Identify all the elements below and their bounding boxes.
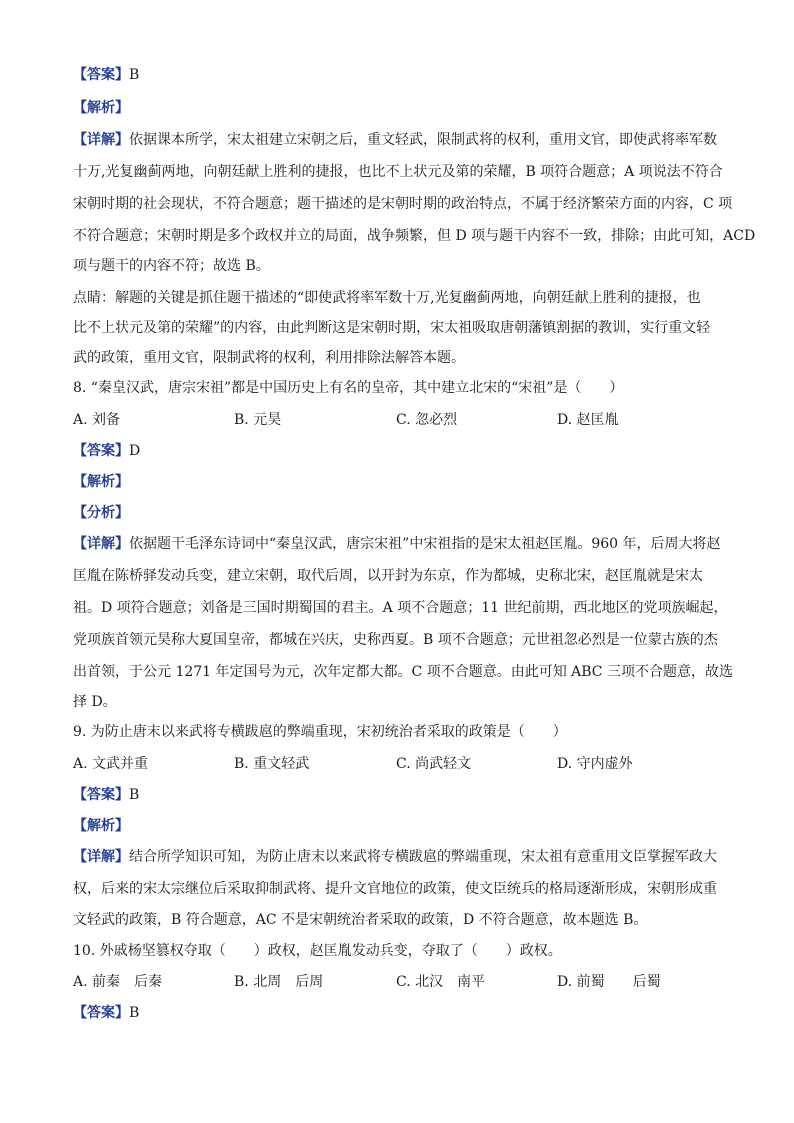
question-stem: 10. 外戚杨坚篡权夺取（ ）政权，赵匡胤发动兵变，夺取了（ ）政权。 [73,943,562,959]
detail-line: 【详解】依据课本所学，宋太祖建立宋朝之后，重文轻武，限制武将的权利，重用文官，即使武将率军数 [73,132,717,148]
option-c: C. 忽必烈 [396,412,458,428]
detail-line: 文轻武的政策，B 符合题意，AC 不是宋朝统治者采取的政策，D 不符合题意，故本题选 B。 [73,912,648,928]
option-d: D. 守内虚外 [557,756,633,772]
detail-line: 祖。D 项符合题意；刘备是三国时期蜀国的君主。A 项不合题意；11 世纪前期，西北地区的党项族崛起， [73,600,728,616]
option-a: A. 前秦 后秦 [73,974,163,990]
analysis-heading: 【解析】 [73,818,129,834]
option-c: C. 尚武轻文 [396,756,472,772]
detail-line: 项与题干的内容不符；故选 B。 [73,258,270,274]
note-line: 点睛：解题的关键是抓住题干描述的“即使武将率军数十万,光复幽蓟两地，向朝廷献上胜利的捷报，也 [73,290,701,306]
answer-line: 【答案】B [73,787,140,803]
answer-line: 【答案】B [73,67,140,83]
detail-line: 匡胤在陈桥驿发动兵变，建立宋朝，取代后周，以开封为东京，作为都城，史称北宋，赵匡胤就是宋太 [73,568,703,584]
analysis-heading: 【解析】 [73,100,129,116]
detail-line: 【详解】结合所学知识可知，为防止唐末以来武将专横跋扈的弊端重现，宋太祖有意重用文臣掌握军政大 [73,849,717,865]
question-stem: 9. 为防止唐末以来武将专横跋扈的弊端重现，宋初统治者采取的政策是（ ） [73,724,567,740]
answer-line: 【答案】B [73,1005,140,1021]
option-d: D. 赵匡胤 [557,412,619,428]
detail-line: 择 D。 [73,694,117,710]
analysis-heading: 【解析】 [73,474,129,490]
note-line: 比不上状元及第的荣耀”的内容，由此判断这是宋朝时期，宋太祖吸取唐朝藩镇割据的教训，实行重文轻 [73,320,711,336]
question-stem: 8. “秦皇汉武，唐宗宋祖”都是中国历史上有名的皇帝，其中建立北宋的“宋祖”是（ ） [73,380,624,396]
detail-line: 权，后来的宋太宗继位后采取抑制武将、提升文官地位的政策，使文臣统兵的格局逐渐形成，宋朝形成重 [73,881,717,897]
detail-line: 不符合题意；宋朝时期是多个政权并立的局面，战争频繁，但 D 项与题干内容不一致，排除；由此可知，ACD [73,228,756,244]
detail-line: 十万,光复幽蓟两地，向朝廷献上胜利的捷报，也比不上状元及第的荣耀，B 项符合题意；A 项说法不符合 [73,164,723,180]
option-d: D. 前蜀 后蜀 [557,974,661,990]
option-b: B. 北周 后周 [234,974,324,990]
detail-line: 出首领，于公元 1271 年定国号为元，次年定都大都。C 项不合题意。由此可知 ABC 三项不合题意，故选 [73,664,733,680]
note-line: 武的政策，重用文官，限制武将的权利，利用排除法解答本题。 [73,350,465,366]
option-a: A. 文武并重 [73,756,149,772]
option-b: B. 重文轻武 [234,756,310,772]
detail-line: 【详解】依据题干毛泽东诗词中“秦皇汉武，唐宗宋祖”中宋祖指的是宋太祖赵匡胤。960 年，后周大将赵 [73,536,721,552]
detail-line: 宋朝时期的社会现状，不符合题意；题干描述的是宋朝时期的政治特点，不属于经济繁荣方面的内容，C 项 [73,196,733,212]
option-a: A. 刘备 [73,412,121,428]
fenxi-heading: 【分析】 [73,505,129,521]
answer-line: 【答案】D [73,443,141,459]
detail-line: 党项族首领元昊称大夏国皇帝，都城在兴庆，史称西夏。B 项不合题意；元世祖忽必烈是一位蒙古族的杰 [73,632,718,648]
option-b: B. 元昊 [234,412,282,428]
option-c: C. 北汉 南平 [396,974,486,990]
